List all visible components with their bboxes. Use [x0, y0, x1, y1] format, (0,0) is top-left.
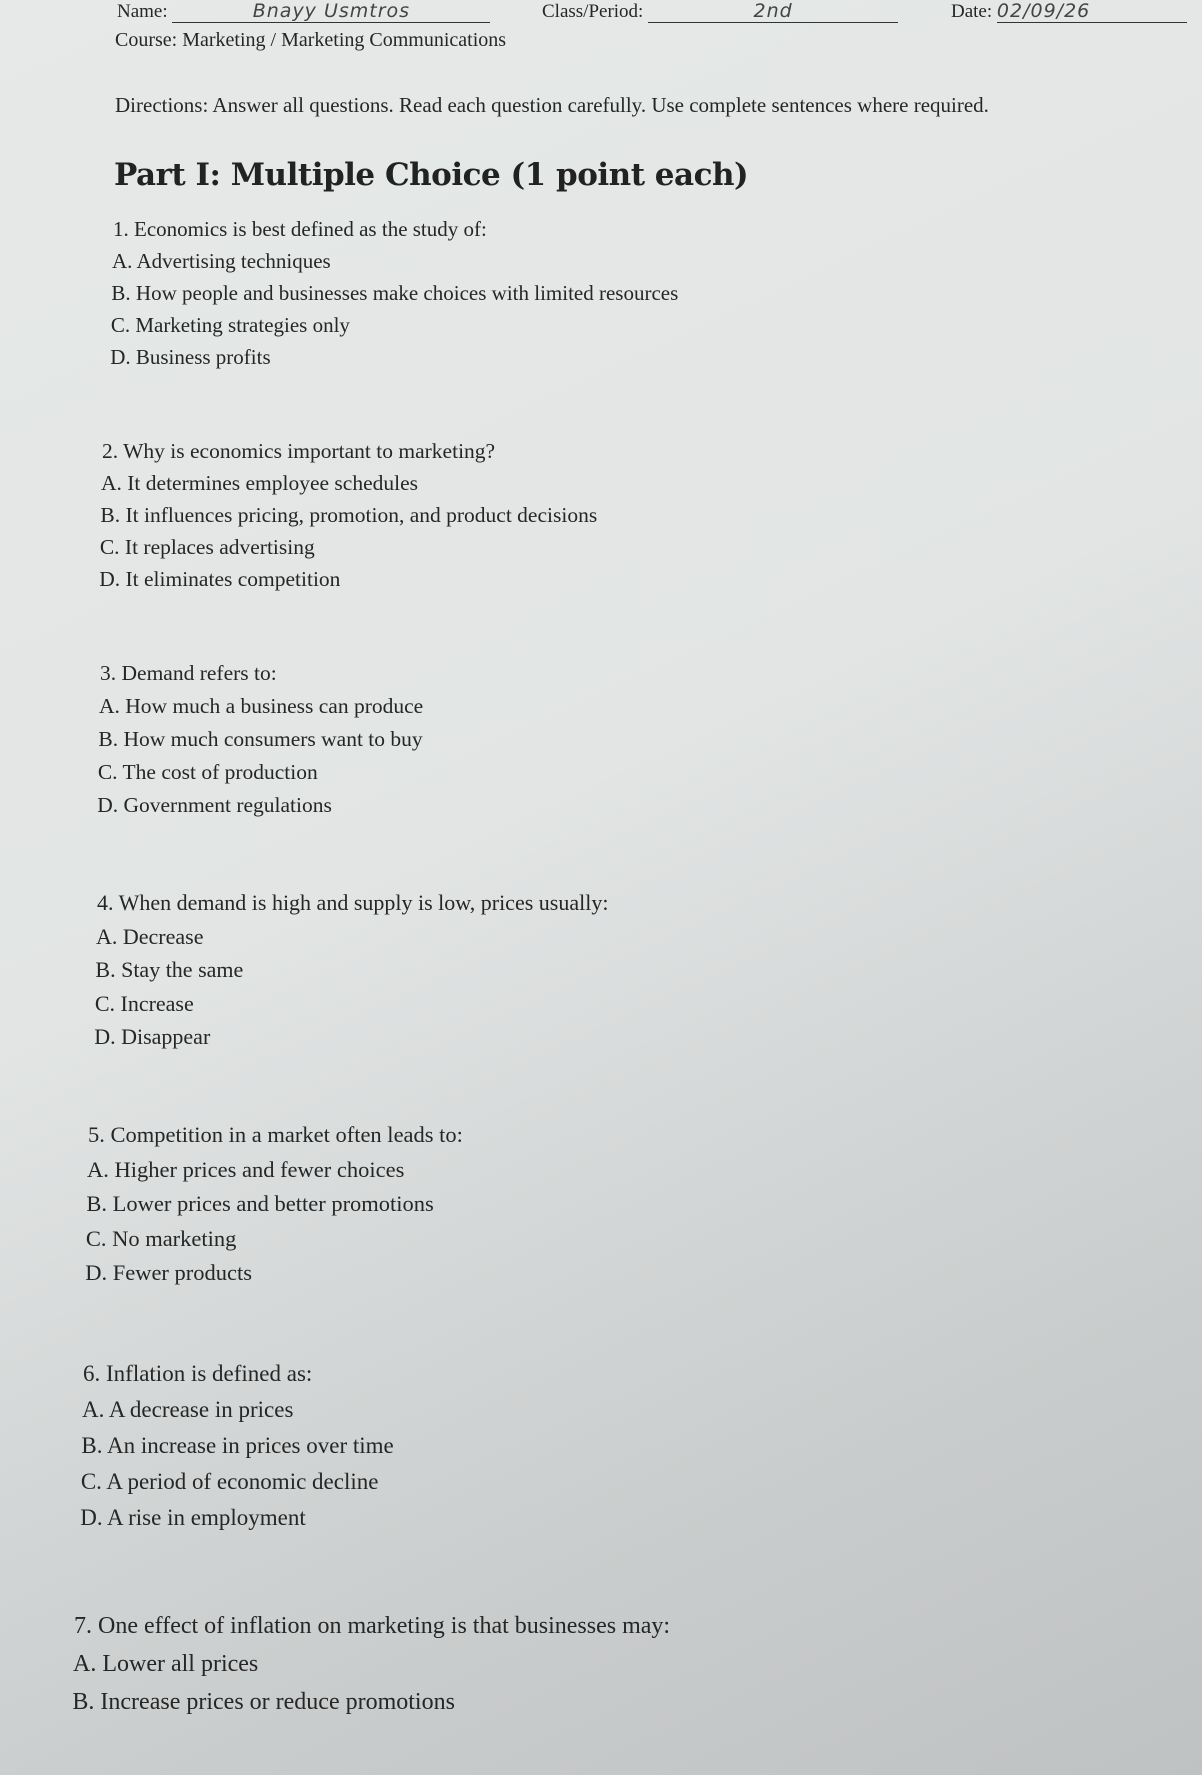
- question-text: 7. One effect of inflation on marketing is that businesses may:: [74, 1613, 671, 1639]
- class-period-value[interactable]: 2nd: [648, 0, 898, 23]
- question-6: [80, 1356, 394, 1536]
- question-1: [110, 213, 679, 373]
- name-field: [117, 0, 490, 23]
- answer-option[interactable]: D. It eliminates competition: [99, 567, 341, 591]
- answer-option[interactable]: B. Lower prices and better promotions: [86, 1191, 434, 1216]
- answer-option[interactable]: B. Increase prices or reduce promotions: [72, 1689, 455, 1715]
- answer-option[interactable]: A. A decrease in prices: [82, 1397, 294, 1422]
- answer-option[interactable]: B. How people and businesses make choices with limited resources: [111, 281, 679, 305]
- question-text: 6. Inflation is defined as:: [83, 1361, 313, 1386]
- answer-option[interactable]: A. Lower all prices: [73, 1651, 259, 1677]
- answer-option[interactable]: D. Business profits: [110, 345, 271, 369]
- date-field: [951, 0, 1187, 23]
- answer-option[interactable]: B. Stay the same: [95, 957, 244, 982]
- class-period-field: [542, 0, 898, 23]
- answer-option[interactable]: A. How much a business can produce: [99, 694, 424, 718]
- name-label: Name:: [117, 1, 168, 22]
- answer-option[interactable]: A. Advertising techniques: [112, 249, 331, 273]
- answer-option[interactable]: C. A period of economic decline: [80, 1469, 379, 1494]
- answer-option[interactable]: A. Higher prices and fewer choices: [87, 1156, 405, 1182]
- answer-option[interactable]: C. Marketing strategies only: [110, 313, 350, 337]
- name-value[interactable]: Bnayy Usmtros: [172, 0, 490, 23]
- part-title: Part I: Multiple Choice (1 point each): [114, 157, 749, 193]
- question-text: 2. Why is economics important to marketing?: [102, 439, 496, 463]
- class-period-label: Class/Period:: [542, 1, 644, 22]
- answer-option[interactable]: A. Decrease: [96, 923, 204, 949]
- question-7: [74, 1607, 670, 1721]
- directions: Directions: Answer all questions. Read each question carefully. Use complete sentences where required.: [115, 93, 989, 117]
- question-text: 1. Economics is best defined as the study of:: [113, 217, 487, 241]
- answer-option[interactable]: C. No marketing: [85, 1225, 237, 1251]
- question-2: [99, 435, 598, 595]
- answer-option[interactable]: D. Fewer products: [85, 1260, 253, 1285]
- answer-option[interactable]: D. A rise in employment: [80, 1505, 306, 1530]
- date-label: Date:: [951, 1, 993, 22]
- question-text: 3. Demand refers to:: [100, 661, 277, 685]
- answer-option[interactable]: B. An increase in prices over time: [81, 1433, 394, 1458]
- question-text: 4. When demand is high and supply is low, prices usually:: [97, 890, 609, 915]
- answer-option[interactable]: C. Increase: [94, 990, 194, 1016]
- answer-option[interactable]: B. How much consumers want to buy: [98, 727, 423, 751]
- date-value[interactable]: 02/09/26: [997, 0, 1187, 23]
- answer-option[interactable]: C. It replaces advertising: [99, 535, 315, 559]
- answer-option[interactable]: C. The cost of production: [97, 760, 318, 784]
- answer-option[interactable]: D. Disappear: [94, 1024, 211, 1049]
- course-line: Course: Marketing / Marketing Communications: [115, 29, 507, 51]
- answer-option[interactable]: D. Government regulations: [97, 793, 332, 817]
- question-4: [94, 886, 609, 1054]
- question-5: [85, 1118, 463, 1291]
- question-text: 5. Competition in a market often leads to:: [88, 1122, 463, 1147]
- question-3: [97, 657, 424, 822]
- answer-option[interactable]: A. It determines employee schedules: [101, 471, 419, 495]
- answer-option[interactable]: B. It influences pricing, promotion, and product decisions: [100, 503, 598, 527]
